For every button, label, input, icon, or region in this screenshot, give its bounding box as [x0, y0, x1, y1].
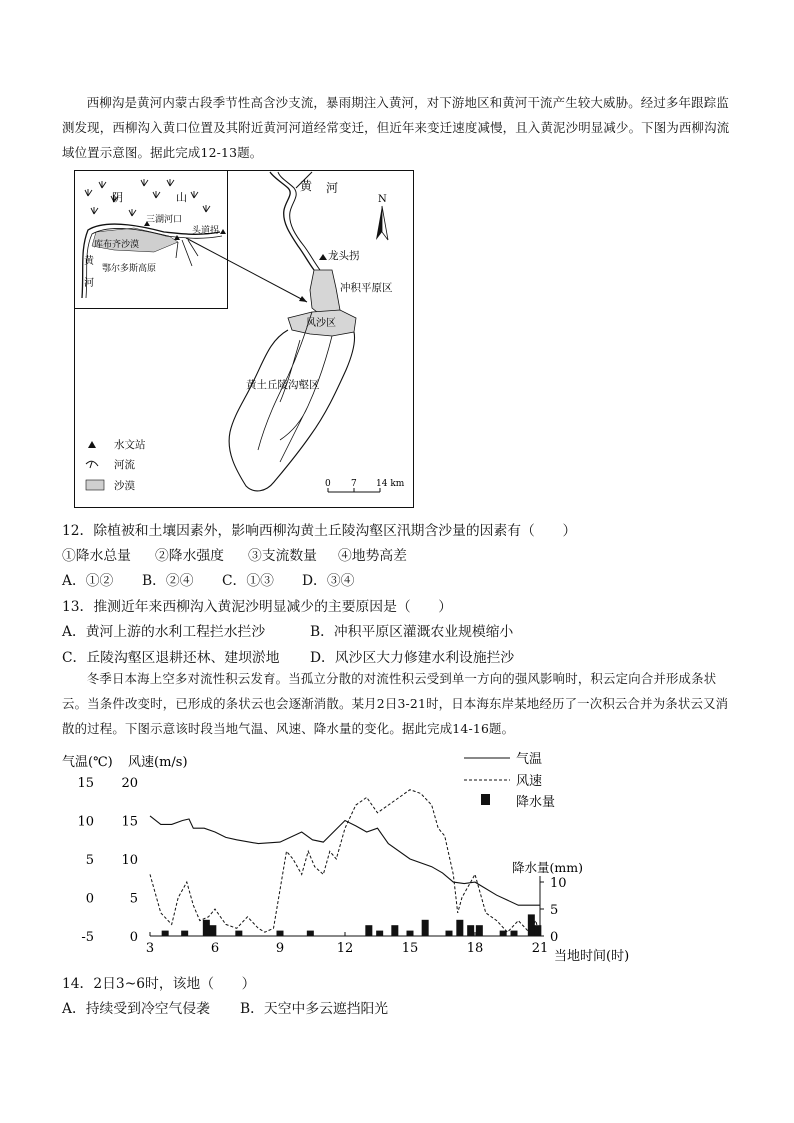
alluvial-plain-area	[310, 270, 340, 316]
temp-tick-label: 0	[85, 891, 94, 907]
q13-option-d[interactable]: D．风沙区大力修建水利设施拦沙	[310, 650, 515, 666]
q12-factor-1: ①降水总量	[62, 548, 131, 564]
precip-bar	[456, 920, 463, 936]
q13-stem: 13．推测近年来西柳沟入黄泥沙明显减少的主要原因是（ ）	[62, 599, 453, 615]
x-tick-label: 3	[145, 941, 155, 956]
scale-zero: 0	[325, 479, 331, 489]
q13-option-a[interactable]: A．黄河上游的水利工程拦水拦沙	[62, 624, 266, 640]
series-wind-line	[150, 790, 540, 936]
precip-bar	[528, 914, 535, 936]
precip-axis-title: 降水量(mm)	[512, 860, 583, 875]
x-tick-label: 12	[336, 941, 354, 956]
precip-bar	[365, 925, 372, 936]
precip-bar	[476, 925, 483, 936]
inset-label-huang: 黄	[84, 256, 94, 267]
wind-tick-label: 10	[121, 853, 138, 868]
weather-chart	[62, 746, 662, 968]
label-alluvial: 冲积平原区	[340, 282, 393, 294]
precip-tick-label: 10	[550, 876, 567, 891]
q14-stem: 14．2日3~6时，该地（ ）	[62, 976, 256, 992]
temp-tick-label: -5	[81, 930, 94, 945]
x-tick-label: 15	[401, 941, 419, 956]
legend-desert-label: 沙漠	[114, 480, 135, 492]
inset-label-ordos: 鄂尔多斯高原	[102, 264, 157, 274]
precip-bar	[422, 920, 429, 936]
wind-tick-label: 15	[121, 814, 138, 830]
precip-bar	[407, 931, 414, 936]
inset-label-kubuqi: 库布齐沙漠	[94, 240, 140, 250]
inset-label-shan: 山	[176, 191, 187, 204]
legend-temp-label: 气温	[516, 752, 543, 767]
precip-bar	[162, 931, 169, 936]
q12-option-c[interactable]: C．①③	[222, 573, 274, 589]
wind-tick-label: 5	[129, 891, 138, 907]
precip-bar	[277, 931, 284, 936]
inset-label-sanhu: 三湖河口	[146, 215, 183, 225]
label-wind-sand: 风沙区	[306, 318, 336, 329]
precip-bar	[467, 925, 474, 936]
q14-option-a[interactable]: A．持续受到冷空气侵袭	[62, 1001, 210, 1017]
inset-label-toudaoguai: 头道拐	[192, 226, 220, 236]
series-temperature-line	[150, 816, 540, 905]
wind-tick-label: 0	[129, 930, 138, 945]
x-tick-label: 9	[275, 941, 285, 956]
precip-bar	[376, 931, 383, 936]
wind-axis-title: 风速(m/s)	[128, 755, 188, 770]
legend-wind-label: 风速	[516, 774, 543, 789]
precip-bar	[391, 925, 398, 936]
q13-option-b[interactable]: B．冲积平原区灌溉农业规模缩小	[310, 624, 514, 640]
north-label: N	[378, 194, 387, 205]
precip-bar	[446, 931, 453, 936]
inset-label-yin: 阴	[112, 191, 123, 204]
inset-label-he: 河	[84, 278, 94, 289]
precip-bar	[307, 931, 314, 936]
passage-cumulus: 冬季日本海上空多对流性积云发育。当孤立分散的对流性积云受到单一方向的强风影响时，积云定向合并形成条状云。当条件改变时，已形成的条状云也会逐渐消散。某月2日3-21时，日本海东岸某地经历了一次积云合并为条状云又消散的过程。下图示意该时段当地气温、风速、降水量的变化。据此完成14-16题。	[62, 671, 729, 736]
passage-xiliugou: 西柳沟是黄河内蒙古段季节性高含沙支流，暴雨期注入黄河，对下游地区和黄河干流产生较大威胁。经过多年跟踪监测发现，西柳沟入黄口位置及其附近黄河河道经常变迁，但近年来变迁速度减慢，且入黄泥沙明显减少。下图为西柳沟流域位置示意图。据此完成12-13题。	[62, 95, 730, 160]
q12-option-d[interactable]: D．③④	[302, 573, 355, 589]
precip-bar	[511, 931, 518, 936]
q12-stem: 12．除植被和土壤因素外，影响西柳沟黄土丘陵沟壑区汛期含沙量的因素有（ ）	[62, 523, 577, 539]
x-tick-label: 21	[531, 941, 549, 956]
north-arrow-icon	[376, 206, 388, 240]
station-longtouguai-icon	[319, 254, 327, 260]
temp-tick-label: 5	[85, 853, 94, 868]
precip-bar	[181, 931, 188, 936]
x-tick-label: 18	[466, 941, 484, 956]
temp-tick-label: 15	[77, 776, 94, 791]
q12-factor-2: ②降水强度	[155, 548, 224, 564]
main-label-huang: 黄	[300, 179, 313, 193]
x-tick-label: 6	[210, 941, 220, 956]
q13-option-c[interactable]: C．丘陵沟壑区退耕还林、建坝淤地	[62, 650, 280, 666]
q12-option-a[interactable]: A．①②	[62, 573, 114, 589]
label-longtouguai: 龙头拐	[328, 250, 360, 262]
legend-river-label: 河流	[114, 459, 135, 471]
precip-tick-label: 0	[550, 930, 559, 945]
precip-bar	[235, 931, 242, 936]
main-label-he: 河	[326, 181, 339, 195]
q12-option-b[interactable]: B．②④	[142, 573, 194, 589]
q12-factor-3: ③支流数量	[248, 548, 317, 564]
scale-seven: 7	[351, 479, 357, 489]
precip-tick-label: 5	[550, 903, 559, 918]
legend-precip-label: 降水量	[516, 795, 556, 810]
temp-axis-title: 气温(℃)	[62, 755, 113, 770]
q12-factor-4: ④地势高差	[338, 548, 407, 564]
legend-station-label: 水文站	[114, 439, 146, 451]
precip-bar	[209, 925, 216, 936]
temp-tick-label: 10	[77, 814, 94, 830]
scale-fourteen: 14 km	[376, 479, 405, 489]
precip-bar	[500, 931, 507, 936]
wind-tick-label: 20	[121, 776, 138, 791]
legend-station-icon	[88, 441, 96, 448]
legend-precip-swatch	[481, 794, 490, 805]
loess-basin-outline	[229, 330, 354, 491]
legend-river-icon	[86, 461, 98, 468]
label-loess: 黄土丘陵沟壑区	[246, 379, 320, 391]
q14-option-b[interactable]: B．天空中多云遮挡阳光	[240, 1001, 389, 1017]
precip-bar	[203, 920, 210, 936]
x-axis-title: 当地时间(时)	[554, 949, 630, 964]
legend-desert-icon	[86, 480, 104, 490]
xiliugou-basin-map	[74, 170, 414, 508]
